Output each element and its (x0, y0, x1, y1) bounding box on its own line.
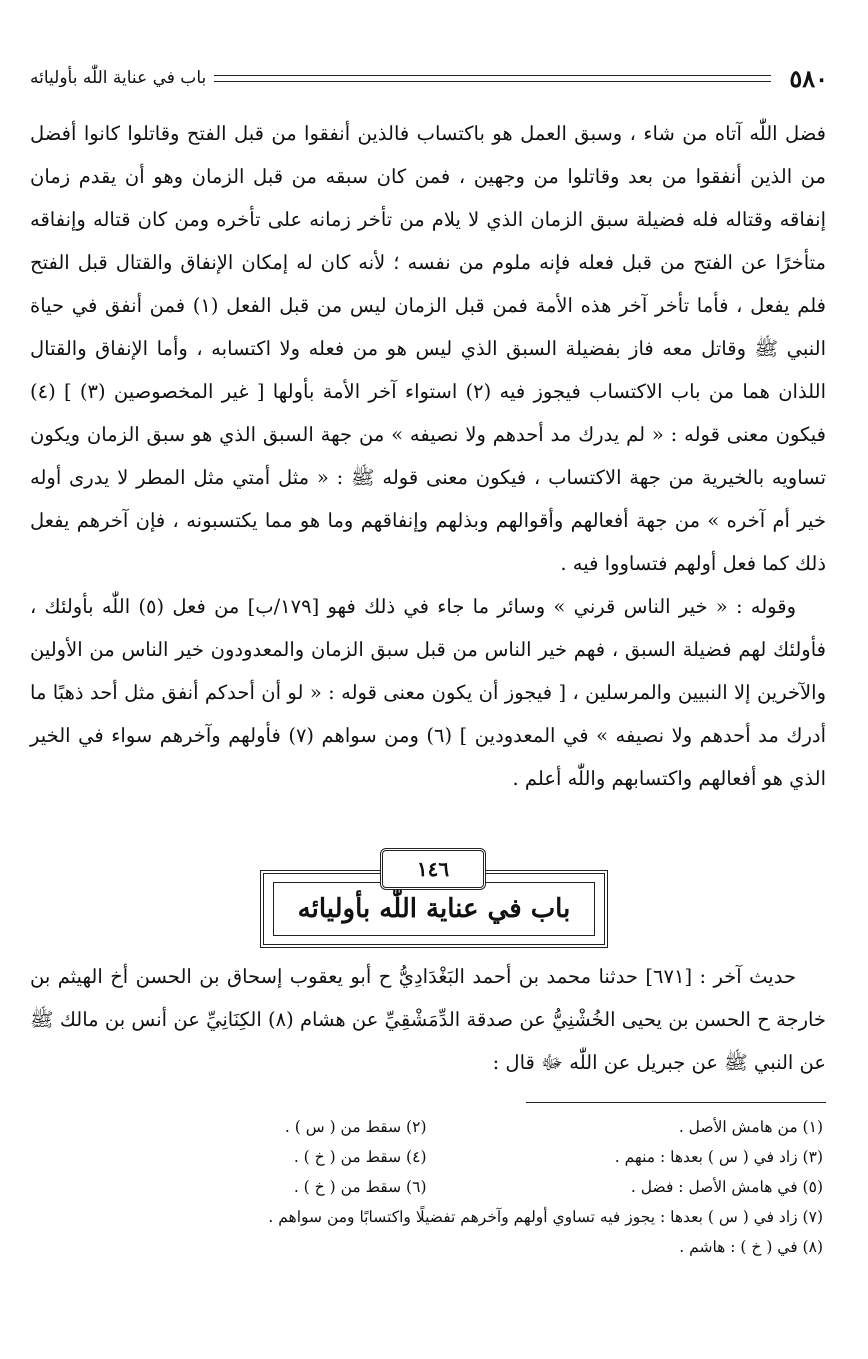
hadith-text (30, 955, 826, 1084)
footnote-3: (٣) زاد في ( س ) بعدها : منهم . (614, 1148, 823, 1166)
hadith-paragraph: حديث آخر : [٦٧١] حدثنا محمد بن أحمد البَغْدَادِيُّ ح أبو يعقوب إسحاق بن الحسن أخ الهيثم بن خارجة ح الحسن بن يحيى الخُشْنِيُّ عن صدقة الدِّمَشْقِيِّ عن هشام (٨) الكِنَانِيِّ عن أنس بن مالك ﷺ عن النبي ﷺ عن جبريل عن اللّٰه ﷻ قال : (30, 965, 826, 1074)
footnote-2: (٢) سقط من ( س ) . (284, 1118, 427, 1136)
footnotes (30, 1112, 823, 1262)
footnote-row (30, 1172, 823, 1202)
footnote-7: (٧) زاد في ( س ) بعدها : يجوز فيه تساوي أولهم وآخرهم تفضيلًا واكتسابًا ومن سواهم . (268, 1208, 823, 1226)
header-rule (214, 75, 771, 82)
footnote-5: (٥) في هامش الأصل : فضل . (630, 1178, 823, 1196)
page-number: ٥٨٠ (789, 63, 828, 93)
paragraph-1: فضل اللّٰه آتاه من شاء ، وسبق العمل هو باكتساب فالذين أنفقوا من قبل الفتح وقاتلوا كانوا أفضل من الذين أنفقوا من بعد وقاتلوا من وجهين ، فمن كان سبقه من قبل الزمان وهو أن يقدم زمان إنفاقه وقتاله فله فضيلة سبق الزمان الذي لا يلام من تأخر زمانه على تأخره ومن كان قتاله وإنفاقه متأخرًا عن الفتح من قبل فعله فإنه ملوم من نفسه ؛ لأنه كان له إمكان الإنفاق والقتال قبل الفتح فلم يفعل ، فأما تأخر آخر هذه الأمة فمن قبل الزمان ليس من قبل الفعل (١) فمن أنفق في حياة النبي ﷺ وقاتل معه فاز بفضيلة السبق الذي ليس هو من فعله ولا اكتسابه ، وأما الإنفاق والقتال اللذان هما من باب الاكتساب فيجوز فيه (٢) استواء آخر الأمة بأولها [ غير المخصوصين (٣) ] (٤) فيكون معنى قوله : « لم يدرك مد أحدهم ولا نصيفه » من جهة السبق الذي هو سبق الزمان ويكون تساويه بالخيرية من جهة الاكتساب ، فيكون معنى قوله ﷺ : « مثل أمتي مثل المطر لا يدرى أوله خير أم آخره » من جهة أفعالهم وأقوالهم وبذلهم وإنفاقهم وما هو مما يكتسبونه ، فإن آخرهم يفعل ذلك كما فعل أولهم فتساووا فيه . (30, 122, 827, 575)
chapter-heading (230, 848, 630, 948)
main-text (30, 112, 826, 800)
chapter-title: باب في عناية اللّٰه بأوليائه (273, 882, 595, 936)
footnote-separator (526, 1102, 826, 1103)
page-header (30, 60, 828, 96)
chapter-number-box (380, 848, 486, 890)
footnote-row (30, 1142, 823, 1172)
footnote-4: (٤) سقط من ( خ ) . (293, 1148, 427, 1166)
footnote-8: (٨) في ( خ ) : هاشم . (679, 1238, 823, 1256)
chapter-number: ١٤٦ (416, 857, 450, 881)
footnote-6: (٦) سقط من ( خ ) . (293, 1178, 427, 1196)
footnote-row (30, 1112, 823, 1142)
paragraph-2: وقوله : « خير الناس قرني » وسائر ما جاء في ذلك فهو [١٧٩/ب] من فعل (٥) اللّٰه بأولئك ، فأولئك لهم فضيلة السبق ، فهم خير الناس من قبل سبق الزمان والمعدودون خير الناس من الأولين والآخرين إلا النبيين والمرسلين ، [ فيجوز أن يكون معنى قوله : « لو أن أحدكم أنفق مثل أحد ذهبًا ما أدرك مد أحدهم ولا نصيفه » في المعدودين ] (٦) ومن سواهم (٧) فأولهم وآخرهم سواء في الخير الذي هو أفعالهم واكتسابهم واللّٰه أعلم . (30, 595, 826, 790)
running-title: باب في عناية اللّٰه بأوليائه (30, 68, 207, 88)
footnote-1: (١) من هامش الأصل . (678, 1118, 823, 1136)
